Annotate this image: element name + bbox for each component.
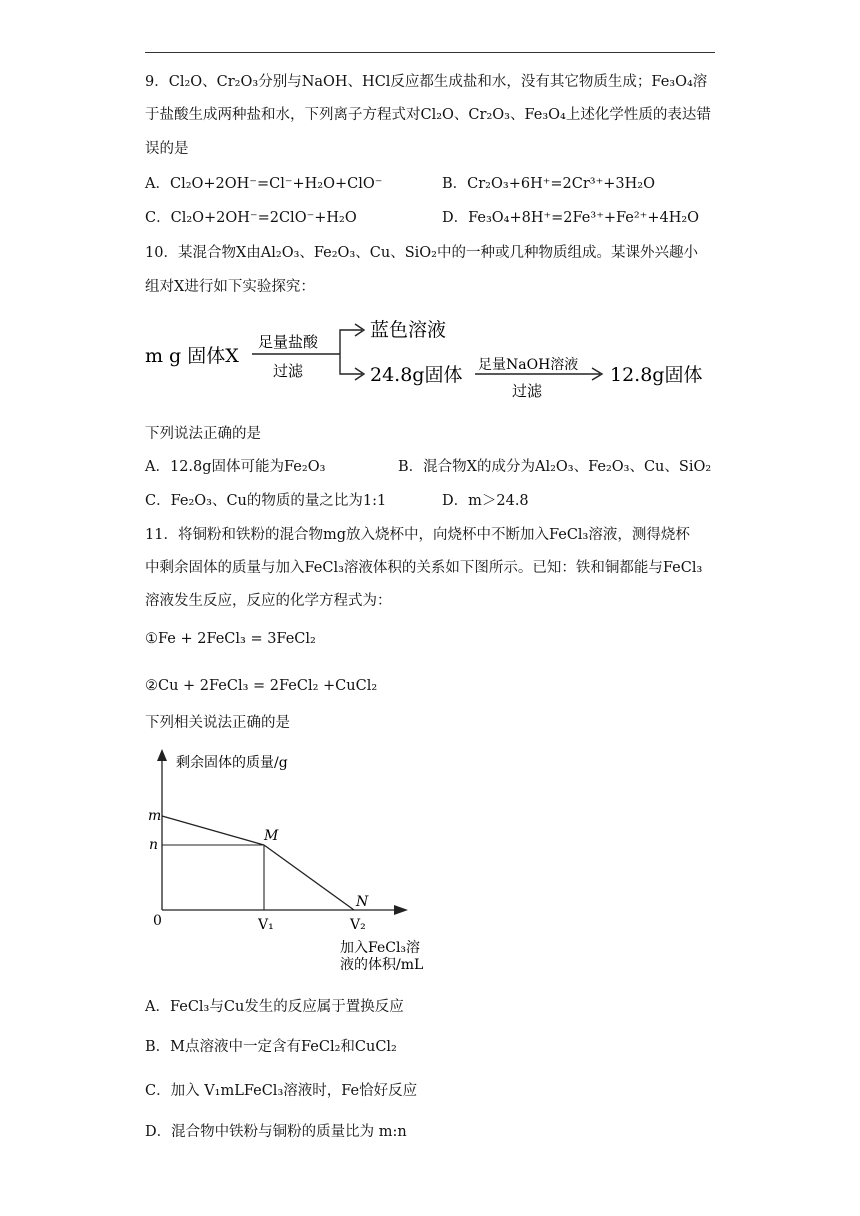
graph-origin: 0 xyxy=(153,913,162,929)
q10-flow-diagram xyxy=(140,310,730,410)
top-rule xyxy=(145,52,715,53)
flow-product-blue-solution: 蓝色溶液 xyxy=(370,319,447,341)
q9-option-d: D．Fe₃O₄+8H⁺=2Fe³⁺+Fe²⁺+4H₂O xyxy=(442,210,700,226)
graph-tick-n: n xyxy=(149,837,159,853)
q11-option-a: A．FeCl₃与Cu发生的反应属于置换反应 xyxy=(145,999,404,1015)
q11-equation-2: ②Cu + 2FeCl₃ = 2FeCl₂ +CuCl₂ xyxy=(145,678,378,694)
graph-tick-m: m xyxy=(148,808,162,824)
flow-start: m g 固体X xyxy=(145,345,239,367)
flow-product-12-8g-solid: 12.8g固体 xyxy=(610,364,703,386)
q11-line3: 溶液发生反应，反应的化学方程式为： xyxy=(145,593,392,609)
graph-x-label-line1: 加入FeCl₃溶 xyxy=(340,940,421,956)
q10-prompt: 下列说法正确的是 xyxy=(145,426,261,442)
graph-segment-m-to-M xyxy=(162,816,264,845)
q11-line2: 中剩余固体的质量与加入FeCl₃溶液体积的关系如下图所示。已知：铁和铜都能与FeCl₃ xyxy=(145,560,703,576)
flow-step1-reagent: 足量盐酸 xyxy=(258,333,319,351)
flow-step1-operation: 过滤 xyxy=(273,362,304,380)
q9-option-a: A．Cl₂O+2OH⁻=Cl⁻+H₂O+ClO⁻ xyxy=(145,176,383,192)
q9-line3: 误的是 xyxy=(145,141,189,157)
flow-step2-reagent: 足量NaOH溶液 xyxy=(478,357,579,373)
q11-option-b: B．M点溶液中一定含有FeCl₂和CuCl₂ xyxy=(145,1039,397,1055)
q9-option-c: C．Cl₂O+2OH⁻=2ClO⁻+H₂O xyxy=(145,210,357,226)
graph-segment-M-to-N xyxy=(264,845,354,910)
flow-branch-up-arrow xyxy=(340,324,364,354)
graph-x-label-line2: 液的体积/mL xyxy=(340,957,424,973)
flow-step2-operation: 过滤 xyxy=(512,382,543,400)
q10-line2: 组对X进行如下实验探究： xyxy=(145,279,315,295)
q11-prompt: 下列相关说法正确的是 xyxy=(145,715,290,731)
q10-line1: 10．某混合物X由Al₂O₃、Fe₂O₃、Cu、SiO₂中的一种或几种物质组成。某课外兴趣小 xyxy=(145,245,698,261)
flow-product-24-8g-solid: 24.8g固体 xyxy=(370,364,463,386)
q9-line2: 于盐酸生成两种盐和水，下列离子方程式对Cl₂O、Cr₂O₃、Fe₃O₄上述化学性质的表达错 xyxy=(145,107,711,123)
q11-equation-1: ①Fe + 2FeCl₃ = 3FeCl₂ xyxy=(145,631,316,647)
q11-graph xyxy=(140,745,440,975)
q11-option-c: C．加入 V₁mLFeCl₃溶液时，Fe恰好反应 xyxy=(145,1083,418,1099)
q9-option-b: B．Cr₂O₃+6H⁺=2Cr³⁺+3H₂O xyxy=(442,176,655,192)
graph-tick-v2: V₂ xyxy=(350,917,366,933)
graph-x-arrow xyxy=(394,905,408,915)
graph-tick-v1: V₁ xyxy=(258,917,274,933)
graph-y-arrow xyxy=(157,749,167,761)
graph-point-M: M xyxy=(264,828,279,844)
flow-branch-down-arrow xyxy=(340,354,364,380)
q9-line1: 9．Cl₂O、Cr₂O₃分别与NaOH、HCl反应都生成盐和水，没有其它物质生成；Fe₃O₄溶 xyxy=(145,74,708,90)
q11-line1: 11．将铜粉和铁粉的混合物mg放入烧杯中，向烧杯中不断加入FeCl₃溶液，测得烧杯 xyxy=(145,527,690,543)
q10-option-b: B．混合物X的成分为Al₂O₃、Fe₂O₃、Cu、SiO₂ xyxy=(398,459,712,475)
q10-option-c: C．Fe₂O₃、Cu的物质的量之比为1:1 xyxy=(145,493,387,509)
graph-y-label: 剩余固体的质量/g xyxy=(176,755,288,771)
q10-option-a: A．12.8g固体可能为Fe₂O₃ xyxy=(145,459,326,475)
graph-point-N: N xyxy=(356,894,369,910)
q10-option-d: D．m＞24.8 xyxy=(442,493,529,509)
q11-option-d: D．混合物中铁粉与铜粉的质量比为 m:n xyxy=(145,1124,407,1140)
